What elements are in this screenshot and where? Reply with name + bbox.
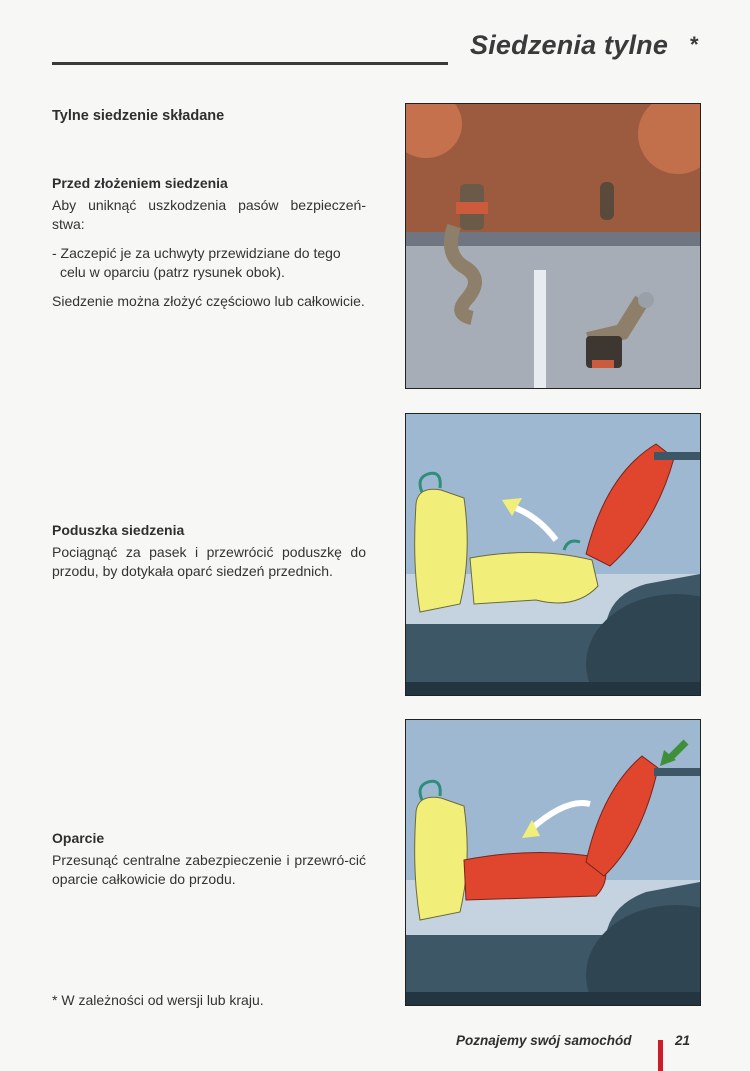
seatbelt-photo <box>405 103 701 389</box>
title-asterisk: * <box>690 32 699 57</box>
before-folding-section <box>52 174 366 321</box>
footer-section-label: Poznajemy swój samochód <box>456 1033 632 1048</box>
before-folding-step: - Zaczepić je za uchwyty przewidziane do tego celu w oparciu (patrz rysunek obok). <box>52 245 341 280</box>
backrest-section <box>52 829 366 899</box>
section-title: Tylne siedzenie składane <box>52 108 225 124</box>
before-folding-heading: Przed złożeniem siedzenia <box>52 175 228 191</box>
footnote: * W zależności od wersji lub kraju. <box>52 992 264 1008</box>
backrest-text: Przesunąć centralne zabezpieczenie i przewró-cić oparcie całkowicie do przodu. <box>52 852 366 887</box>
backrest-heading: Oparcie <box>52 830 105 846</box>
before-folding-note: Siedzenie można złożyć częściowo lub całkowicie. <box>52 293 365 309</box>
footer-accent-bar <box>658 1040 663 1071</box>
page-title: Siedzenia tylne <box>470 30 669 60</box>
backrest-diagram <box>405 719 701 1006</box>
cushion-text: Pociągnąć za pasek i przewrócić poduszkę do przodu, by dotykała oparć siedzeń przednich. <box>52 544 366 579</box>
page-number: 21 <box>675 1033 691 1048</box>
cushion-section <box>52 521 366 591</box>
before-folding-intro: Aby uniknąć uszkodzenia pasów bezpieczeń-stwa: <box>52 197 366 232</box>
cushion-heading: Poduszka siedzenia <box>52 522 185 538</box>
cushion-diagram <box>405 413 701 696</box>
header-rule <box>52 62 448 65</box>
